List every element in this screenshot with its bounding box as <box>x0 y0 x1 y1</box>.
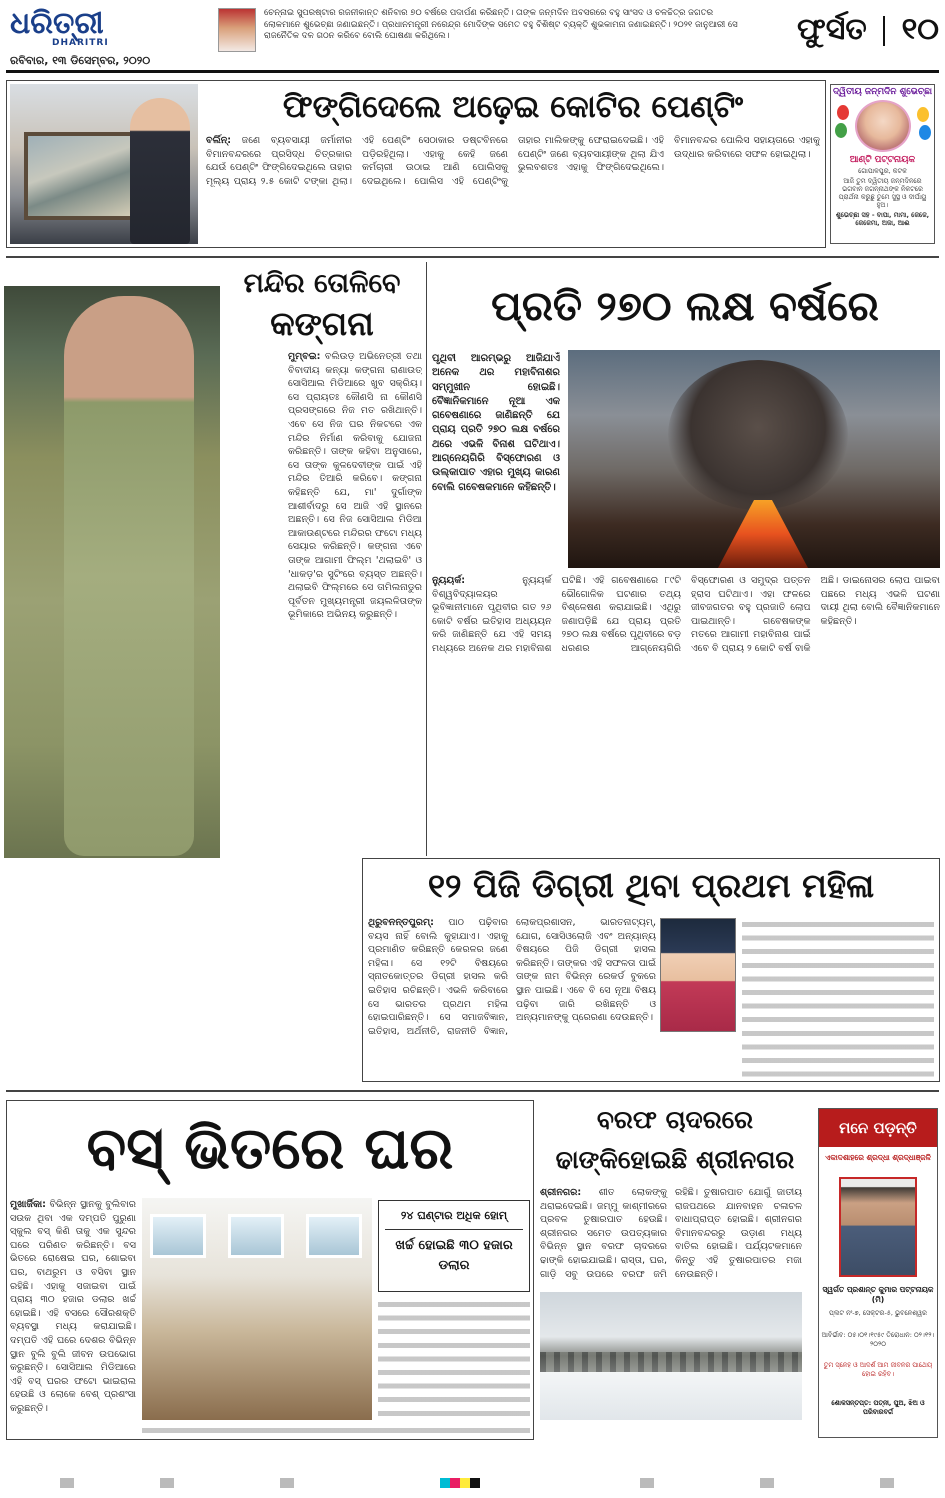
column-rule <box>426 262 427 856</box>
masthead-rule <box>6 70 939 73</box>
mane-padanti-box <box>818 1108 938 1438</box>
story-pg-dateline: ଥିରୁବନନ୍ତପୁରମ୍: <box>368 917 434 928</box>
story-painting-body <box>206 134 820 244</box>
story-snow-headline-2[interactable]: ଢାଙ୍କିହୋଇଛି ଶ୍ରୀନଗର <box>555 1145 795 1174</box>
volcano-photo <box>568 350 940 568</box>
story-pg-text: ପାଠ ପଢ଼ିବାର ବୟସ ନାହିଁ ବୋଲି କୁହାଯାଏ। ଏହାକୁ ପ୍ରମାଣିତ କରିଛନ୍ତି କେରଳର ଜଣେ ମହିଳା। ସେ ୧୨ଟି ବିଷୟରେ ସ୍ନାତକୋତ୍ତର ଡିଗ୍ରୀ ହାସଲ କରି ଇତିହାସ ରଚିଛନ୍ତି। ଏଭଳି କରିବାରେ ସେ ଭାରତର ପ୍ରଥମ ମହିଳା ହୋଇପାରିଛନ୍ତି। ସେ ସମାଜବିଜ୍ଞାନ, ଇତିହାସ, ଅର୍ଥନୀତି, ରାଜନୀତି ବିଜ୍ଞାନ, ଲୋକପ୍ରଶାସନ, ଭାରତନାଟ୍ୟମ୍, ଯୋଗ, ସୋସିଓଲୋଜି ଏବଂ ଅନ୍ୟାନ୍ୟ ବିଷୟରେ ପିଜି ଡିଗ୍ରୀ ହାସଲ କରିଛନ୍ତି। ତାଙ୍କର ଏହି ସଫଳତା ପାଇଁ ତାଙ୍କ ନାମ ବିଭିନ୍ନ ରେକର୍ଡ ବୁକରେ ସ୍ଥାନ ପାଇଛି। ଏବେ ବି ସେ ନୂଆ ବିଷୟ ପଢ଼ିବା ଜାରି ରଖିଛନ୍ତି ଓ ଅନ୍ୟମାନଙ୍କୁ ପ୍ରେରଣା ଦେଉଛନ୍ତି। <box>368 917 656 1037</box>
logo-subtext: DHARITRI <box>52 38 109 48</box>
registration-mark <box>160 1478 174 1488</box>
registration-mark <box>640 1478 654 1488</box>
color-bar <box>440 1478 480 1488</box>
balloon-icon <box>835 123 847 138</box>
section-divider <box>883 16 885 46</box>
registration-mark <box>280 1478 294 1488</box>
birthday-message: ଆଜି ତୁମ ଦ୍ୱିତୀୟ ଜନ୍ମଦିନରେ ଭଗବାନ ଜଗନ୍ନାଥଙ୍କ ନିକଟରେ ପ୍ରାର୍ଥନା କରୁଛୁ ତୁମେ ସୁସ୍ଥ ଓ ଦୀର୍ଘାୟୁ ହୁଅ। <box>838 177 927 209</box>
registration-mark <box>880 1478 894 1488</box>
story-pg-body-left <box>368 916 656 1076</box>
bus-window <box>228 1214 284 1258</box>
birthday-header: ଦ୍ୱିତୀୟ ଜନ୍ମଦିନ ଶୁଭେଚ୍ଛା <box>832 87 933 97</box>
callout-divider <box>385 1229 523 1230</box>
story-volcano-dateline: ନ୍ୟୁୟର୍କ: <box>432 575 466 586</box>
mane-padanti-footer: ଶୋକସନ୍ତପ୍ତ: ପତ୍ନୀ, ପୁଅ, ଝିଅ ଓ ପରିବାରବର୍ଗ <box>831 1399 925 1416</box>
story-pg-body-right <box>742 918 934 1078</box>
story-painting-dateline: ବର୍ଲିନ୍: <box>206 135 232 146</box>
snow-treeline <box>540 1352 802 1372</box>
story-pg-headline[interactable]: ୧୨ ପିଜି ଡିଗ୍ରୀ ଥିବା ପ୍ରଥମ ମହିଳା <box>427 866 875 905</box>
kangana-photo <box>4 286 220 858</box>
story-snow-text: ଶୀତ ଲୋକଙ୍କୁ ଥରାଇଦେଇଛି। ଜମ୍ମୁ କାଶ୍ମୀରରେ ପ୍ରବଳ ତୁଷାରପାତ ହେଉଛି। ଶ୍ରୀନଗର ସମେତ ଉପତ୍ୟକାର ବିଭିନ୍ନ ସ୍ଥାନ ବରଫ ଚାଦରରେ ଢାଙ୍କି ହୋଇଯାଇଛି। ରାସ୍ତା, ଘର, ଗାଡ଼ି ସବୁ ଉପରେ ବରଫ ଜମି ରହିଛି। ତୁଷାରପାତ ଯୋଗୁଁ ଜାତୀୟ ରାଜପଥରେ ଯାନବାହନ ଚଳାଚଳ ବାଧାପ୍ରାପ୍ତ ହୋଇଛି। ଶ୍ରୀନଗର ବିମାନବନ୍ଦରରୁ ଉଡ଼ାଣ ମଧ୍ୟ ବାତିଲ ହୋଇଛି। ପର୍ଯ୍ୟଟକମାନେ କିନ୍ତୁ ଏହି ତୁଷାରପାତର ମଜା ନେଉଛନ୍ତି। <box>540 1187 802 1280</box>
lava-cone <box>718 500 808 568</box>
bus-window <box>150 1214 206 1258</box>
birthday-from: ଶୁଭେଚ୍ଛା ସହ - ବାପା, ମାମା, ଜେଜେ, ଜେଜେମା, ଅଜା, ଆଈ <box>835 211 930 227</box>
issue-date: ରବିବାର, ୧୩ ଡିସେମ୍ବର, ୨୦୨୦ <box>10 54 151 67</box>
bus-callout-line1: ୨୪ ଘଣ୍ଟାର ଅଧିକ ହୋମ୍ <box>400 1209 508 1222</box>
story-bus-headline[interactable]: ବସ୍ ଭିତରେ ଘର <box>86 1114 454 1182</box>
birthday-place: ଗୋପାଳପୁର, କଟକ <box>858 167 907 175</box>
balloon-icon <box>837 105 849 120</box>
mane-padanti-address: ପ୍ଲଟ ନଂ-୭, ସେକ୍ଟର-୫, ଭୁବନେଶ୍ୱର <box>829 1309 927 1317</box>
bus-window <box>306 1214 362 1258</box>
story-bus-dateline: ମୁଖାର୍ଜିକା: <box>10 1199 46 1210</box>
bus-callout <box>378 1200 530 1292</box>
birthday-child-photo <box>855 100 911 152</box>
section-name: ଫୁର୍ସତ <box>796 12 867 47</box>
ticker-text: ଚେନ୍ନାଇ ସୁପରଷ୍ଟାର ରଜନୀକାନ୍ତ ଶନିବାର ୭୦ ବର୍ଷରେ ପଦାର୍ପଣ କରିଛନ୍ତି। ତାଙ୍କ ଜନ୍ମଦିନ ଅବସରରେ ବହୁ ସାଂସଦ ଓ ଚଳଚ୍ଚିତ୍ର ଜଗତର ଲୋକମାନେ ଶୁଭେଚ୍ଛା ଜଣାଇଛନ୍ତି। ପ୍ରଧାନମନ୍ତ୍ରୀ ନରେନ୍ଦ୍ର ମୋଦିଙ୍କ ସମେତ ବହୁ ବିଶିଷ୍ଟ ବ୍ୟକ୍ତି ଶୁଭକାମନା ଜଣାଇଛନ୍ତି। ୨୦୨୧ ଜାନୁଆରୀ ସେ ରାଜନୈତିକ ଦଳ ଗଠନ କରିବେ ବୋଲି ଘୋଷଣା କରିଥିଲେ। <box>264 8 738 41</box>
mane-padanti-dates: ଆବିର୍ଭାବ: ୦୫।୦୧।୧୯୫୯ ତିରୋଧାନ: ୦୨।୧୨।୨୦୨୦ <box>821 1331 935 1348</box>
story-volcano-text: ନ୍ୟୁୟର୍କ ବିଶ୍ୱବିଦ୍ୟାଳୟର ଭୂବିଜ୍ଞାନୀମାନେ ପୃଥିବୀର ଗତ ୨୬ କୋଟି ବର୍ଷର ଇତିହାସ ଅଧ୍ୟୟନ କରି ଜାଣିଛନ୍ତି ଯେ ଏହି ସମୟ ମଧ୍ୟରେ ଅନେକ ଥର ମହାବିନାଶ ଘଟିଛି। ଏହି ଗବେଷଣାରେ ୮୯ଟି ଭୌଗୋଳିକ ଘଟଣାର ତଥ୍ୟ ବିଶ୍ଳେଷଣ କରାଯାଇଛି। ଏଥିରୁ ଜଣାପଡ଼ିଛି ଯେ ପ୍ରାୟ ପ୍ରତି ୨୭୦ ଲକ୍ଷ ବର୍ଷରେ ପୃଥିବୀରେ ବଡ଼ ଧରଣର ଆଗ୍ନେୟଗିରି ବିସ୍ଫୋରଣ ଓ ସମୁଦ୍ର ପତ୍ତନ ହ୍ରାସ ଘଟିଥାଏ। ଏହା ଫଳରେ ଜୀବଜଗତର ବହୁ ପ୍ରଜାତି ଲୋପ ପାଇଥାନ୍ତି। ଗବେଷକଙ୍କ ମତରେ ଆଗାମୀ ମହାବିନାଶ ପାଇଁ ଏବେ ବି ପ୍ରାୟ ୨ କୋଟି ବର୍ଷ ବାକି ଅଛି। ଡାଇନୋସର ଲୋପ ପାଇବା ପଛରେ ମଧ୍ୟ ଏଭଳି ଘଟଣା ଦାୟୀ ଥିଲା ବୋଲି ବୈଜ୍ଞାନିକମାନେ କହିଛନ୍ତି। <box>432 575 940 654</box>
snow-photo <box>540 1292 802 1420</box>
ticker-photo <box>218 8 256 52</box>
birthday-box <box>830 84 935 244</box>
masthead <box>6 4 939 74</box>
man-figure <box>130 98 190 244</box>
mane-padanti-name: ସ୍ୱର୍ଗତ ପ୍ରଶାନ୍ତ କୁମାର ପଟ୍ଟନାୟକ (ମି) <box>822 1285 934 1304</box>
birthday-name: ଆଣ୍ଟି ପଟ୍ଟନାୟକ <box>849 155 916 165</box>
story-painting-text: ଜଣେ ବ୍ୟବସାୟୀ ଜର୍ମାନୀର ବିମାନବନ୍ଦରରେ ପ୍ରସିଦ୍ଧ ଚିତ୍ରକାର ଯେଉଁ ପେଣ୍ଟିଂ ଫିଙ୍ଗିଦେଇଥିଲେ ତାହାର ମୂଲ୍ୟ ପ୍ରାୟ ୨.୫ କୋଟି ଟଙ୍କା ଥିଲା। ଏହି ପେଣ୍ଟିଂ ସେଠାକାର ଡଷ୍ଟବିନରେ ପଡ଼ିରହିଥିଲା। ଏହାକୁ କେହି ଜଣେ କର୍ମଚାରୀ ଉଠାଇ ଆଣି ପୋଲିସକୁ ଦେଇଥିଲେ। ପୋଲିସ ଏହି ପେଣ୍ଟିଂକୁ ତାହାର ମାଲିକଙ୍କୁ ଫେରାଇଦେଇଛି। ଏହି ପେଣ୍ଟିଂ ଜଣେ ବ୍ୟବସାୟୀଙ୍କ ଥିଲା ଯିଏ ଭୁଲବଶତଃ ଏହାକୁ ଫିଙ୍ଗିଦେଇଥିଲେ। ବିମାନବନ୍ଦର ପୋଲିସ ସହାୟତାରେ ଏହାକୁ ଉଦ୍ଧାର କରିବାରେ ସଫଳ ହୋଇଥିଲା। <box>206 135 820 187</box>
bus-callout-line2: ଖର୍ଚ୍ଚ ହୋଇଛି ୩୦ ହଜାର ଡଲାର <box>395 1238 513 1273</box>
page-number: ୧୦ <box>901 12 939 47</box>
kangana-figure <box>64 296 194 856</box>
woman-photo <box>660 918 736 1032</box>
bus-interior-photo <box>142 1198 372 1420</box>
mane-padanti-message: ତୁମ ସ୍ନେହ ଓ ଆଦର୍ଶ ଆମ ଜୀବନର ପାଥେୟ ହୋଇ ରହିବ। <box>823 1361 933 1378</box>
story-kangana-body <box>288 350 422 852</box>
newspaper-logo[interactable] <box>10 6 160 50</box>
story-snow-headline-1[interactable]: ବରଫ ଚାଦରରେ <box>596 1105 754 1134</box>
mane-padanti-photo <box>839 1177 917 1277</box>
logo-text: ଧରିତ୍ରୀ <box>10 6 104 41</box>
balloon-icon <box>917 107 929 122</box>
balloon-icon <box>919 125 931 140</box>
story-bus-body <box>10 1198 136 1436</box>
story-kangana-headline-1[interactable]: ମନ୍ଦିର ତୋଳିବେ <box>243 268 401 299</box>
section-rule <box>6 256 939 258</box>
story-bus-body-bottom <box>142 1424 530 1438</box>
registration-mark <box>60 1478 74 1488</box>
story-kangana-text: ବଲିଉଡ଼ ଅଭିନେତ୍ରୀ ତଥା ବିବାଦୀୟ କନ୍ୟା କଙ୍ଗନା ରାଣାଉତ୍ ସୋସିଆଲ ମିଡିଆରେ ଖୁବ ସକ୍ରିୟ। ସେ ପ୍ରାୟତଃ କୌଣସି ନା କୌଣସି ପ୍ରସଙ୍ଗରେ ନିଜ ମତ ରଖିଥାନ୍ତି। ଏବେ ସେ ନିଜ ଘର ନିକଟରେ ଏକ ମନ୍ଦିର ନିର୍ମାଣ କରିବାକୁ ଯୋଜନା କରିଛନ୍ତି। ତାଙ୍କ କହିବା ଅନୁସାରେ, ସେ ତାଙ୍କ କୁଳଦେବୀଙ୍କ ପାଇଁ ଏହି ମନ୍ଦିର ତିଆରି କରିବେ। କଙ୍ଗନା କହିଛନ୍ତି ଯେ, ମା' ଦୁର୍ଗାଙ୍କ ଆଶୀର୍ବାଦରୁ ସେ ଆଜି ଏହି ସ୍ଥାନରେ ଅଛନ୍ତି। ସେ ନିଜ ସୋସିଆଲ ମିଡିଆ ଆକାଉଣ୍ଟରେ ମନ୍ଦିରର ଫଟୋ ମଧ୍ୟ ସେୟାର କରିଛନ୍ତି। କଙ୍ଗନା ଏବେ ତାଙ୍କ ଆଗାମୀ ଫିଲ୍ମ 'ଥଲାଇବି' ଓ 'ଧାକଡ଼'ର ସୁଟିଂରେ ବ୍ୟସ୍ତ ଅଛନ୍ତି। ଥଲାଇବି ଫିଲ୍ମରେ ସେ ତାମିଲନାଡୁର ପୂର୍ବତନ ମୁଖ୍ୟମନ୍ତ୍ରୀ ଜୟଲଳିତାଙ୍କ ଭୂମିକାରେ ଅଭିନୟ କରୁଛନ୍ତି। <box>288 351 422 621</box>
story-volcano-body <box>432 574 940 852</box>
registration-mark <box>760 1478 774 1488</box>
painting-canvas <box>24 132 142 220</box>
painting-photo <box>10 84 198 244</box>
mane-padanti-subheader: ଏକାଦଶାହରେ ଶ୍ରଦ୍ଧା ଶ୍ରଦ୍ଧାଞ୍ଜଳି <box>825 1153 931 1162</box>
story-bus-text: ବିଭିନ୍ନ ସ୍ଥାନକୁ ବୁଲିବାର ସଉକ ଥିବା ଏକ ଦମ୍ପତି ପୁରୁଣା ସ୍କୁଲ ବସ୍ କିଣି ତାକୁ ଏକ ସୁନ୍ଦର ଘରେ ପରିଣତ କରିଛନ୍ତି। ବସ ଭିତରେ ରୋଷେଇ ଘର, ଶୋଇବା ଘର, ବାଥରୁମ ଓ ବସିବା ସ୍ଥାନ ରହିଛି। ଏହାକୁ ସଜାଇବା ପାଇଁ ପ୍ରାୟ ୩୦ ହଜାର ଡଲାର ଖର୍ଚ୍ଚ ହୋଇଛି। ଏହି ବସରେ ସୌରଶକ୍ତି ବ୍ୟବସ୍ଥା ମଧ୍ୟ କରାଯାଇଛି। ଦମ୍ପତି ଏହି ଘରେ ଦେଶର ବିଭିନ୍ନ ସ୍ଥାନ ବୁଲି ବୁଲି ଜୀବନ ଉପଭୋଗ କରୁଛନ୍ତି। ସୋସିଆଲ ମିଡିଆରେ ଏହି ବସ୍ ଘରର ଫଟୋ ଭାଇରାଲ ହେଉଛି ଓ ଲୋକେ ବେଶ୍ ପ୍ରଶଂସା କରୁଛନ୍ତି। <box>10 1199 136 1414</box>
story-volcano-lede: ପୃଥିବୀ ଆରମ୍ଭରୁ ଆଜିଯାଏଁ ଅନେକ ଥର ମହାବିନାଶର ସମ୍ମୁଖୀନ ହୋଇଛି। ବୈଜ୍ଞାନିକମାନେ ନୂଆ ଏକ ଗବେଷଣାରେ ଜାଣିଛନ୍ତି ଯେ ପ୍ରାୟ ପ୍ରତି ୨୭୦ ଲକ୍ଷ ବର୍ଷରେ ଥରେ ଏଭଳି ବିନାଶ ଘଟିଥାଏ। ଆଗ୍ନେୟଗିରି ବିସ୍ଫୋରଣ ଓ ଉଲ୍କାପାତ ଏହାର ମୁଖ୍ୟ କାରଣ ବୋଲି ଗବେଷକମାନେ କହିଛନ୍ତି। <box>432 353 560 493</box>
story-painting-headline[interactable]: ଫିଙ୍ଗିଦେଲେ ଅଢ଼େଇ କୋଟିର ପେଣ୍ଟିଂ <box>282 89 744 125</box>
story-kangana-dateline: ମୁମ୍ବଇ: <box>288 351 321 362</box>
smoke-plume <box>668 360 848 510</box>
story-bus-body-right <box>378 1298 530 1418</box>
mane-padanti-header: ମନେ ପଡ଼ନ୍ତି <box>819 1109 937 1147</box>
section-title <box>762 10 939 50</box>
story-kangana-headline-2[interactable]: କଙ୍ଗନା <box>270 304 374 343</box>
story-snow-body <box>540 1186 802 1288</box>
story-snow-dateline: ଶ୍ରୀନଗର: <box>540 1187 582 1198</box>
section-rule <box>6 1090 939 1092</box>
story-volcano-headline[interactable]: ପ୍ରତି ୨୭୦ ଲକ୍ଷ ବର୍ଷରେ <box>491 282 879 330</box>
